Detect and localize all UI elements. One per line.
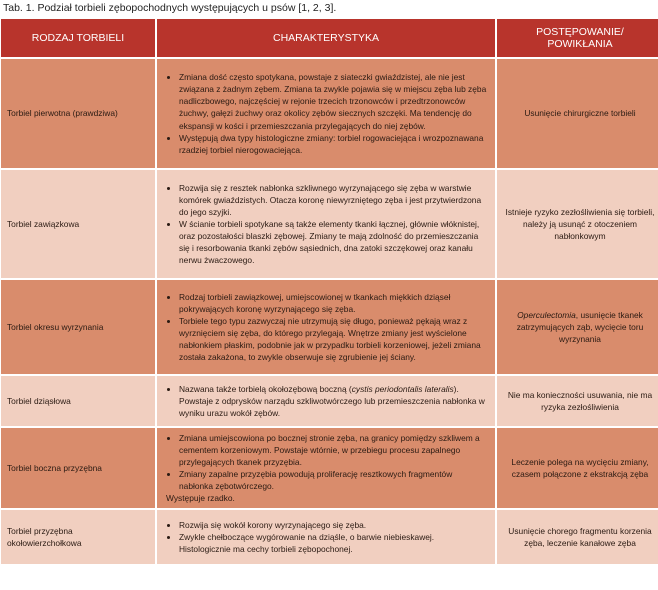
management-cell: Nie ma konieczności usuwania, nie ma ryzyka zezłośliwienia <box>496 375 658 427</box>
header-characteristics: CHARAKTERYSTYKA <box>156 18 496 58</box>
characteristic-bullet: • Rozwija się wokół korony wyrzynającego się zęba. <box>179 519 487 531</box>
characteristic-bullet <box>179 383 487 419</box>
characteristics-cell <box>156 169 496 279</box>
characteristic-note: Występuje rzadko. <box>166 493 235 504</box>
table-row <box>0 279 658 375</box>
characteristic-bullet: • Zwykle chełboczące wygórowanie na dziąśle, o barwie niebieskawej. Histologicznie ma cechy torbieli zębopochonej. <box>179 531 487 555</box>
header-management <box>496 18 658 58</box>
characteristic-bullet: • Zmiana dość często spotykana, powstaje z siateczki gwiaździstej, ale nie jest związana z żadnym zębem. Zmiana ta zwykle pojawia się w miejscu zęba lub zęba nadliczbowego, najczęściej w rejonie trzecich trzonowców i przedtrzonowców żuchwy, gałęzi żuchwy oraz okolicy zębów siecznych szczęki. Ma tendencję do ekspansji w kości i przemieszczania przylegających do niej zębów. <box>179 71 487 131</box>
bullet-tail-text: ). Powstaje z odprysków narządu szkliwotwórczego lub przemieszczenia nabłonka w wyniku urazu wokół zębów. <box>179 383 485 419</box>
characteristics-cell <box>156 58 496 169</box>
management-cell: Usunięcie chirurgiczne torbieli <box>496 58 658 169</box>
cyst-type-cell: Torbiel przyzębna okołowierzchołkowa <box>0 509 156 565</box>
management-italic-term: Operculectomia <box>517 309 576 320</box>
cyst-type-cell: Torbiel okresu wyrzynania <box>0 279 156 375</box>
characteristic-bullet: • Zmiany zapalne przyzębia powodują proliferację resztkowych fragmentów nabłonka zębotwórczego. <box>179 468 487 492</box>
cyst-classification-table <box>0 18 658 565</box>
bullet-lead-text: Nazwana także torbielą okołozębową boczną ( <box>179 383 352 394</box>
header-management-line1: POSTĘPOWANIE/ <box>536 26 624 38</box>
characteristic-bullet: • W ścianie torbieli spotykane są także elementy tkanki łącznej, głównie włóknistej, oraz pozostałości blaszki zębowej. Zmiany te mają zdolność do przemieszczania się i resorbowania tkanki zębów sąsiednich, dna zatoki szczękowej oraz kanału nerwu żwaczowego. <box>179 218 487 266</box>
table-caption: Tab. 1. Podział torbieli zębopochodnych występujących u psów [1, 2, 3]. <box>3 2 337 14</box>
characteristic-bullet: • Rozwija się z resztek nabłonka szkliwnego wyrzynającego się zęba w warstwie komórek gwiaździstych. Otacza koronę niewyrzniętego zęba i jest przytwierdzona do jego szyjki. <box>179 182 487 218</box>
management-cell: Usunięcie chorego fragmentu korzenia zęba, leczenie kanałowe zęba <box>496 509 658 565</box>
table-row <box>0 509 658 565</box>
management-cell: Leczenie polega na wycięciu zmiany, czasem połączone z ekstrakcją zęba <box>496 427 658 509</box>
table-row <box>0 427 658 509</box>
management-cell <box>496 279 658 375</box>
characteristic-bullet: • Rodzaj torbieli zawiązkowej, umiejscowionej w tkankach miękkich dziąseł pokrywających koronę wyrzynającego się zęba. <box>179 291 487 315</box>
characteristic-bullet: • Zmiana umiejscowiona po bocznej stronie zęba, na granicy pomiędzy szkliwem a cementem korzeniowym. Powstaje wtórnie, w przebiegu procesu zapalnego przylegających tkanek przyzębia. <box>179 432 487 468</box>
cyst-type-cell: Torbiel zawiązkowa <box>0 169 156 279</box>
table-row <box>0 375 658 427</box>
characteristics-cell <box>156 427 496 509</box>
cyst-type-cell: Torbiel pierwotna (prawdziwa) <box>0 58 156 169</box>
management-cell: Istnieje ryzyko zezłośliwienia się torbieli, należy ją usunąć z otoczeniem nabłonkowym <box>496 169 658 279</box>
characteristics-cell <box>156 375 496 427</box>
characteristic-bullet: • Występują dwa typy histologiczne zmiany: torbiel rogowaciejąca i wrozpoznawana rzadziej torbiel nierogowaciejąca. <box>179 132 487 156</box>
management-text: , usunięcie tkanek zatrzymujących ząb, wycięcie toru wyrzynania <box>516 309 644 345</box>
characteristics-cell <box>156 509 496 565</box>
characteristic-bullet: • Torbiele tego typu zazwyczaj nie utrzymują się długo, ponieważ pękają wraz z wyrznięciem się zęba, do którego przylegają. Wnętrze zmiany jest wyścielone nabłonkiem płaskim, podobnie jak w przypadku torbieli korzeniowej, jeżeli zmiana została zakażona, to zwykle obserwuje się zgrubienie jej ściany. <box>179 315 487 363</box>
table-row <box>0 58 658 169</box>
header-row <box>0 18 658 58</box>
cyst-type-cell: Torbiel dziąsłowa <box>0 375 156 427</box>
latin-term: cystis periodontalis lateralis <box>351 383 454 394</box>
cyst-type-cell: Torbiel boczna przyzębna <box>0 427 156 509</box>
table-row <box>0 169 658 279</box>
header-type: RODZAJ TORBIELI <box>0 18 156 58</box>
characteristics-cell <box>156 279 496 375</box>
header-management-line2: POWIKŁANIA <box>547 38 613 50</box>
